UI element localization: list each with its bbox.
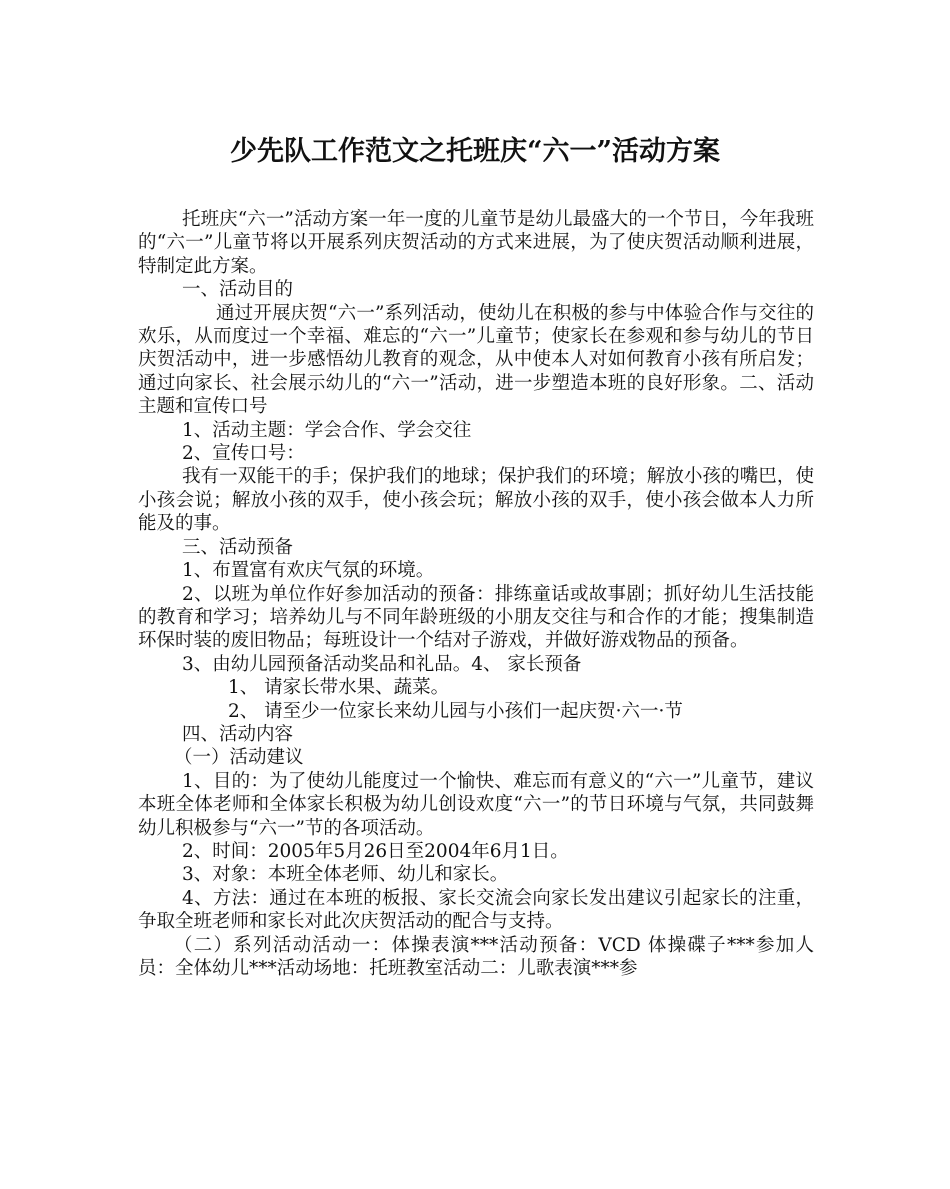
paragraph-slogan: 我有一双能干的手；保护我们的地球；保护我们的环境；解放小孩的嘴巴，使小孩会说；解放小孩的双手，使小孩会玩；解放小孩的双手，使小孩会做本人力所能及的事。 bbox=[138, 466, 814, 535]
document-body bbox=[138, 208, 814, 980]
paragraph-aim: 1、目的：为了使幼儿能度过一个愉快、难忘而有意义的“六一”儿童节，建议本班全体老师和全体家长积极为幼儿创设欢度“六一”的节日环境与气氛，共同鼓舞幼儿积极参与“六一”节的各项活动。 bbox=[138, 770, 814, 839]
paragraph-parent-1: 1、 请家长带水果、蔬菜。 bbox=[228, 677, 450, 699]
paragraph-series-activities: （二）系列活动活动一：体操表演***活动预备：VCD 体操碟子***参加人员：全体幼儿***活动场地：托班教室活动二：儿歌表演***参 bbox=[138, 934, 814, 979]
heading-content: 四、活动内容 bbox=[182, 723, 294, 745]
document-title: 少先队工作范文之托班庆“六一”活动方案 bbox=[229, 136, 721, 167]
paragraph-target: 3、对象：本班全体老师、幼儿和家长。 bbox=[182, 864, 509, 886]
paragraph-prep-1: 1、布置富有欢庆气氛的环境。 bbox=[182, 560, 435, 582]
paragraph-prep-3: 3、由幼儿园预备活动奖品和礼品。4、 家长预备 bbox=[182, 653, 582, 675]
paragraph-time: 2、时间：2005年5月26日至2004年6月1日。 bbox=[182, 840, 569, 862]
paragraph-method: 4、方法：通过在本班的板报、家长交流会向家长发出建议引起家长的注重，争取全班老师和家长对此次庆贺活动的配合与支持。 bbox=[138, 887, 814, 933]
paragraph-theme: 1、活动主题：学会合作、学会交往 bbox=[182, 419, 472, 441]
paragraph-parent-2: 2、 请至少一位家长来幼儿园与小孩们一起庆贺·六一·节 bbox=[228, 700, 683, 722]
paragraph-intro: 托班庆“六一”活动方案一年一度的儿童节是幼儿最盛大的一个节日，今年我班的“六一”儿童节将以开展系列庆贺活动的方式来进展，为了使庆贺活动顺利进展，特制定此方案。 bbox=[138, 209, 814, 277]
paragraph-purpose: 通过开展庆贺“六一”系列活动，使幼儿在积极的参与中体验合作与交往的欢乐，从而度过一个幸福、难忘的“六一”儿童节；使家长在参观和参与幼儿的节日庆贺活动中，进一步感悟幼儿教育的观念，从中使本人对如何教育小孩有所启发；通过向家长、社会展示幼儿的“六一”活动，进一步塑造本班的良好形象。二、活动主题和宣传口号 bbox=[138, 302, 814, 418]
subheading-suggestion: （一）活动建议 bbox=[174, 747, 304, 769]
heading-slogan: 2、宣传口号： bbox=[182, 443, 305, 465]
heading-preparation: 三、活动预备 bbox=[182, 536, 294, 558]
paragraph-prep-2: 2、以班为单位作好参加活动的预备：排练童话或故事剧；抓好幼儿生活技能的教育和学习；培养幼儿与不同年龄班级的小朋友交往与和合作的才能；搜集制造环保时装的废旧物品；每班设计一个结对子游戏，并做好游戏物品的预备。 bbox=[138, 583, 814, 652]
heading-purpose: 一、活动目的 bbox=[182, 279, 294, 301]
